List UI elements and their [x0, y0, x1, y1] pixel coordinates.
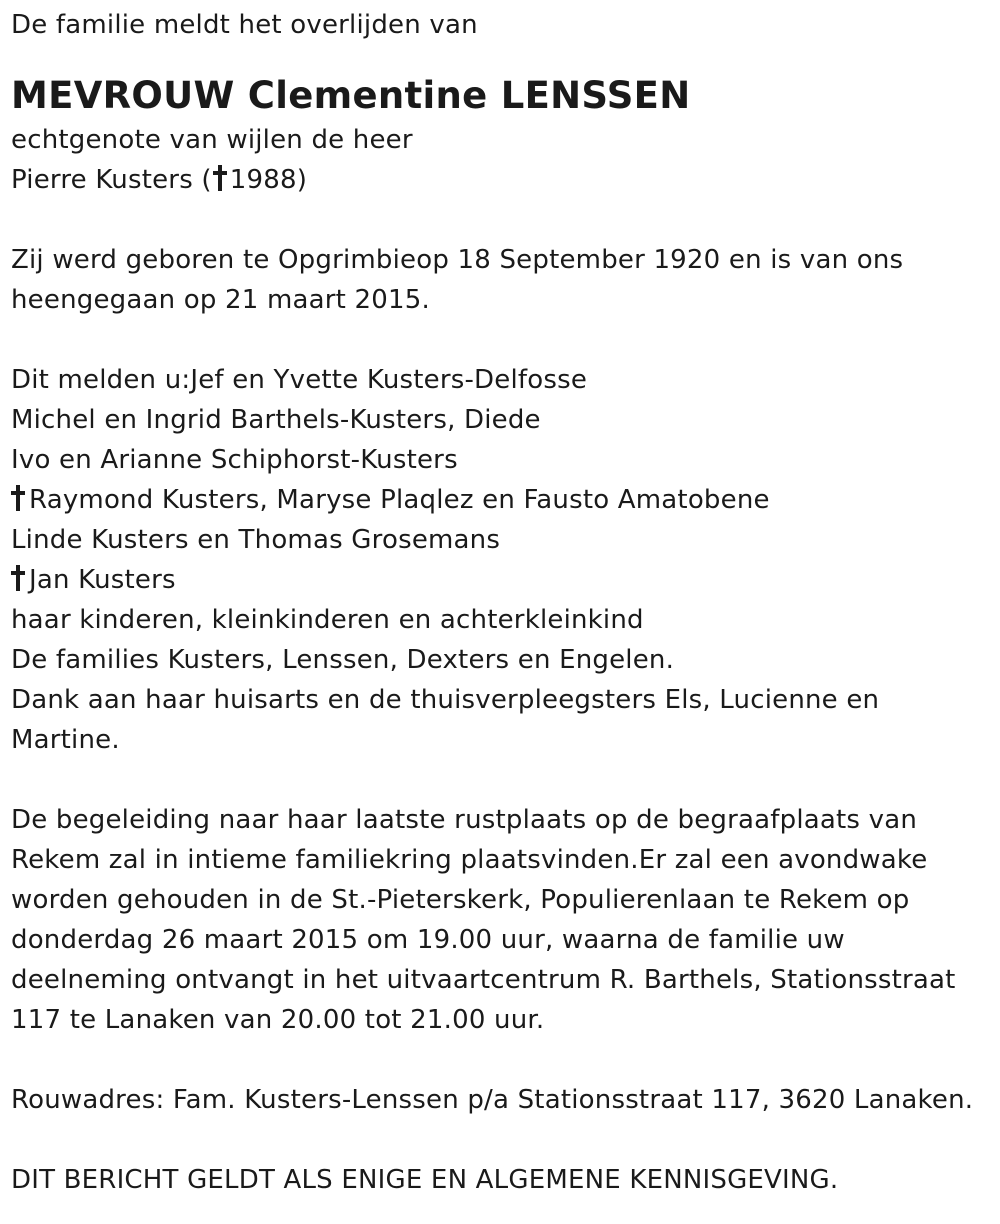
- family-line: Dit melden u:Jef en Yvette Kusters-Delfosse: [11, 365, 588, 395]
- cross-icon: [11, 565, 25, 591]
- family-line: Michel en Ingrid Barthels-Kusters, Diede: [11, 405, 541, 435]
- thanks-line: Martine.: [11, 725, 120, 755]
- death-line: heengegaan op 21 maart 2015.: [11, 285, 430, 315]
- official-notice: DIT BERICHT GELDT ALS ENIGE EN ALGEMENE KENNISGEVING.: [11, 1165, 839, 1195]
- mourning-address: Rouwadres: Fam. Kusters-Lenssen p/a Stationsstraat 117, 3620 Lanaken.: [11, 1085, 974, 1115]
- family-line: Linde Kusters en Thomas Grosemans: [11, 525, 501, 555]
- cross-icon: [213, 165, 227, 191]
- family-deceased-name: Raymond Kusters, Maryse Plaqlez en Fausto Amatobene: [29, 485, 770, 515]
- obituary-notice: [11, 5, 986, 1200]
- spouse-name-line: [11, 160, 986, 200]
- family-deceased-name: Jan Kusters: [29, 565, 176, 595]
- thanks-line: Dank aan haar huisarts en de thuisverpleegsters Els, Lucienne en: [11, 685, 880, 715]
- family-line: De families Kusters, Lenssen, Dexters en Engelen.: [11, 645, 675, 675]
- spouse-line: echtgenote van wijlen de heer: [11, 125, 413, 155]
- funeral-line: worden gehouden in de St.-Pieterskerk, Populierenlaan te Rekem op: [11, 885, 910, 915]
- family-line: haar kinderen, kleinkinderen en achterkleinkind: [11, 605, 644, 635]
- funeral-line: De begeleiding naar haar laatste rustplaats op de begraafplaats van: [11, 805, 918, 835]
- funeral-line: 117 te Lanaken van 20.00 tot 21.00 uur.: [11, 1005, 545, 1035]
- deceased-name: MEVROUW Clementine LENSSEN: [11, 74, 691, 117]
- family-line-deceased: [11, 560, 986, 600]
- family-line-deceased: [11, 480, 986, 520]
- cross-icon: [11, 485, 25, 511]
- spouse-death-year: 1988): [229, 165, 308, 195]
- funeral-line: donderdag 26 maart 2015 om 19.00 uur, waarna de familie uw: [11, 925, 845, 955]
- intro-text: De familie meldt het overlijden van: [11, 10, 478, 40]
- birth-line: Zij werd geboren te Opgrimbieop 18 September 1920 en is van ons: [11, 245, 904, 275]
- funeral-line: Rekem zal in intieme familiekring plaatsvinden.Er zal een avondwake: [11, 845, 928, 875]
- funeral-line: deelneming ontvangt in het uitvaartcentrum R. Barthels, Stationsstraat: [11, 965, 956, 995]
- family-line: Ivo en Arianne Schiphorst-Kusters: [11, 445, 458, 475]
- spouse-name: Pierre Kusters (: [11, 165, 212, 195]
